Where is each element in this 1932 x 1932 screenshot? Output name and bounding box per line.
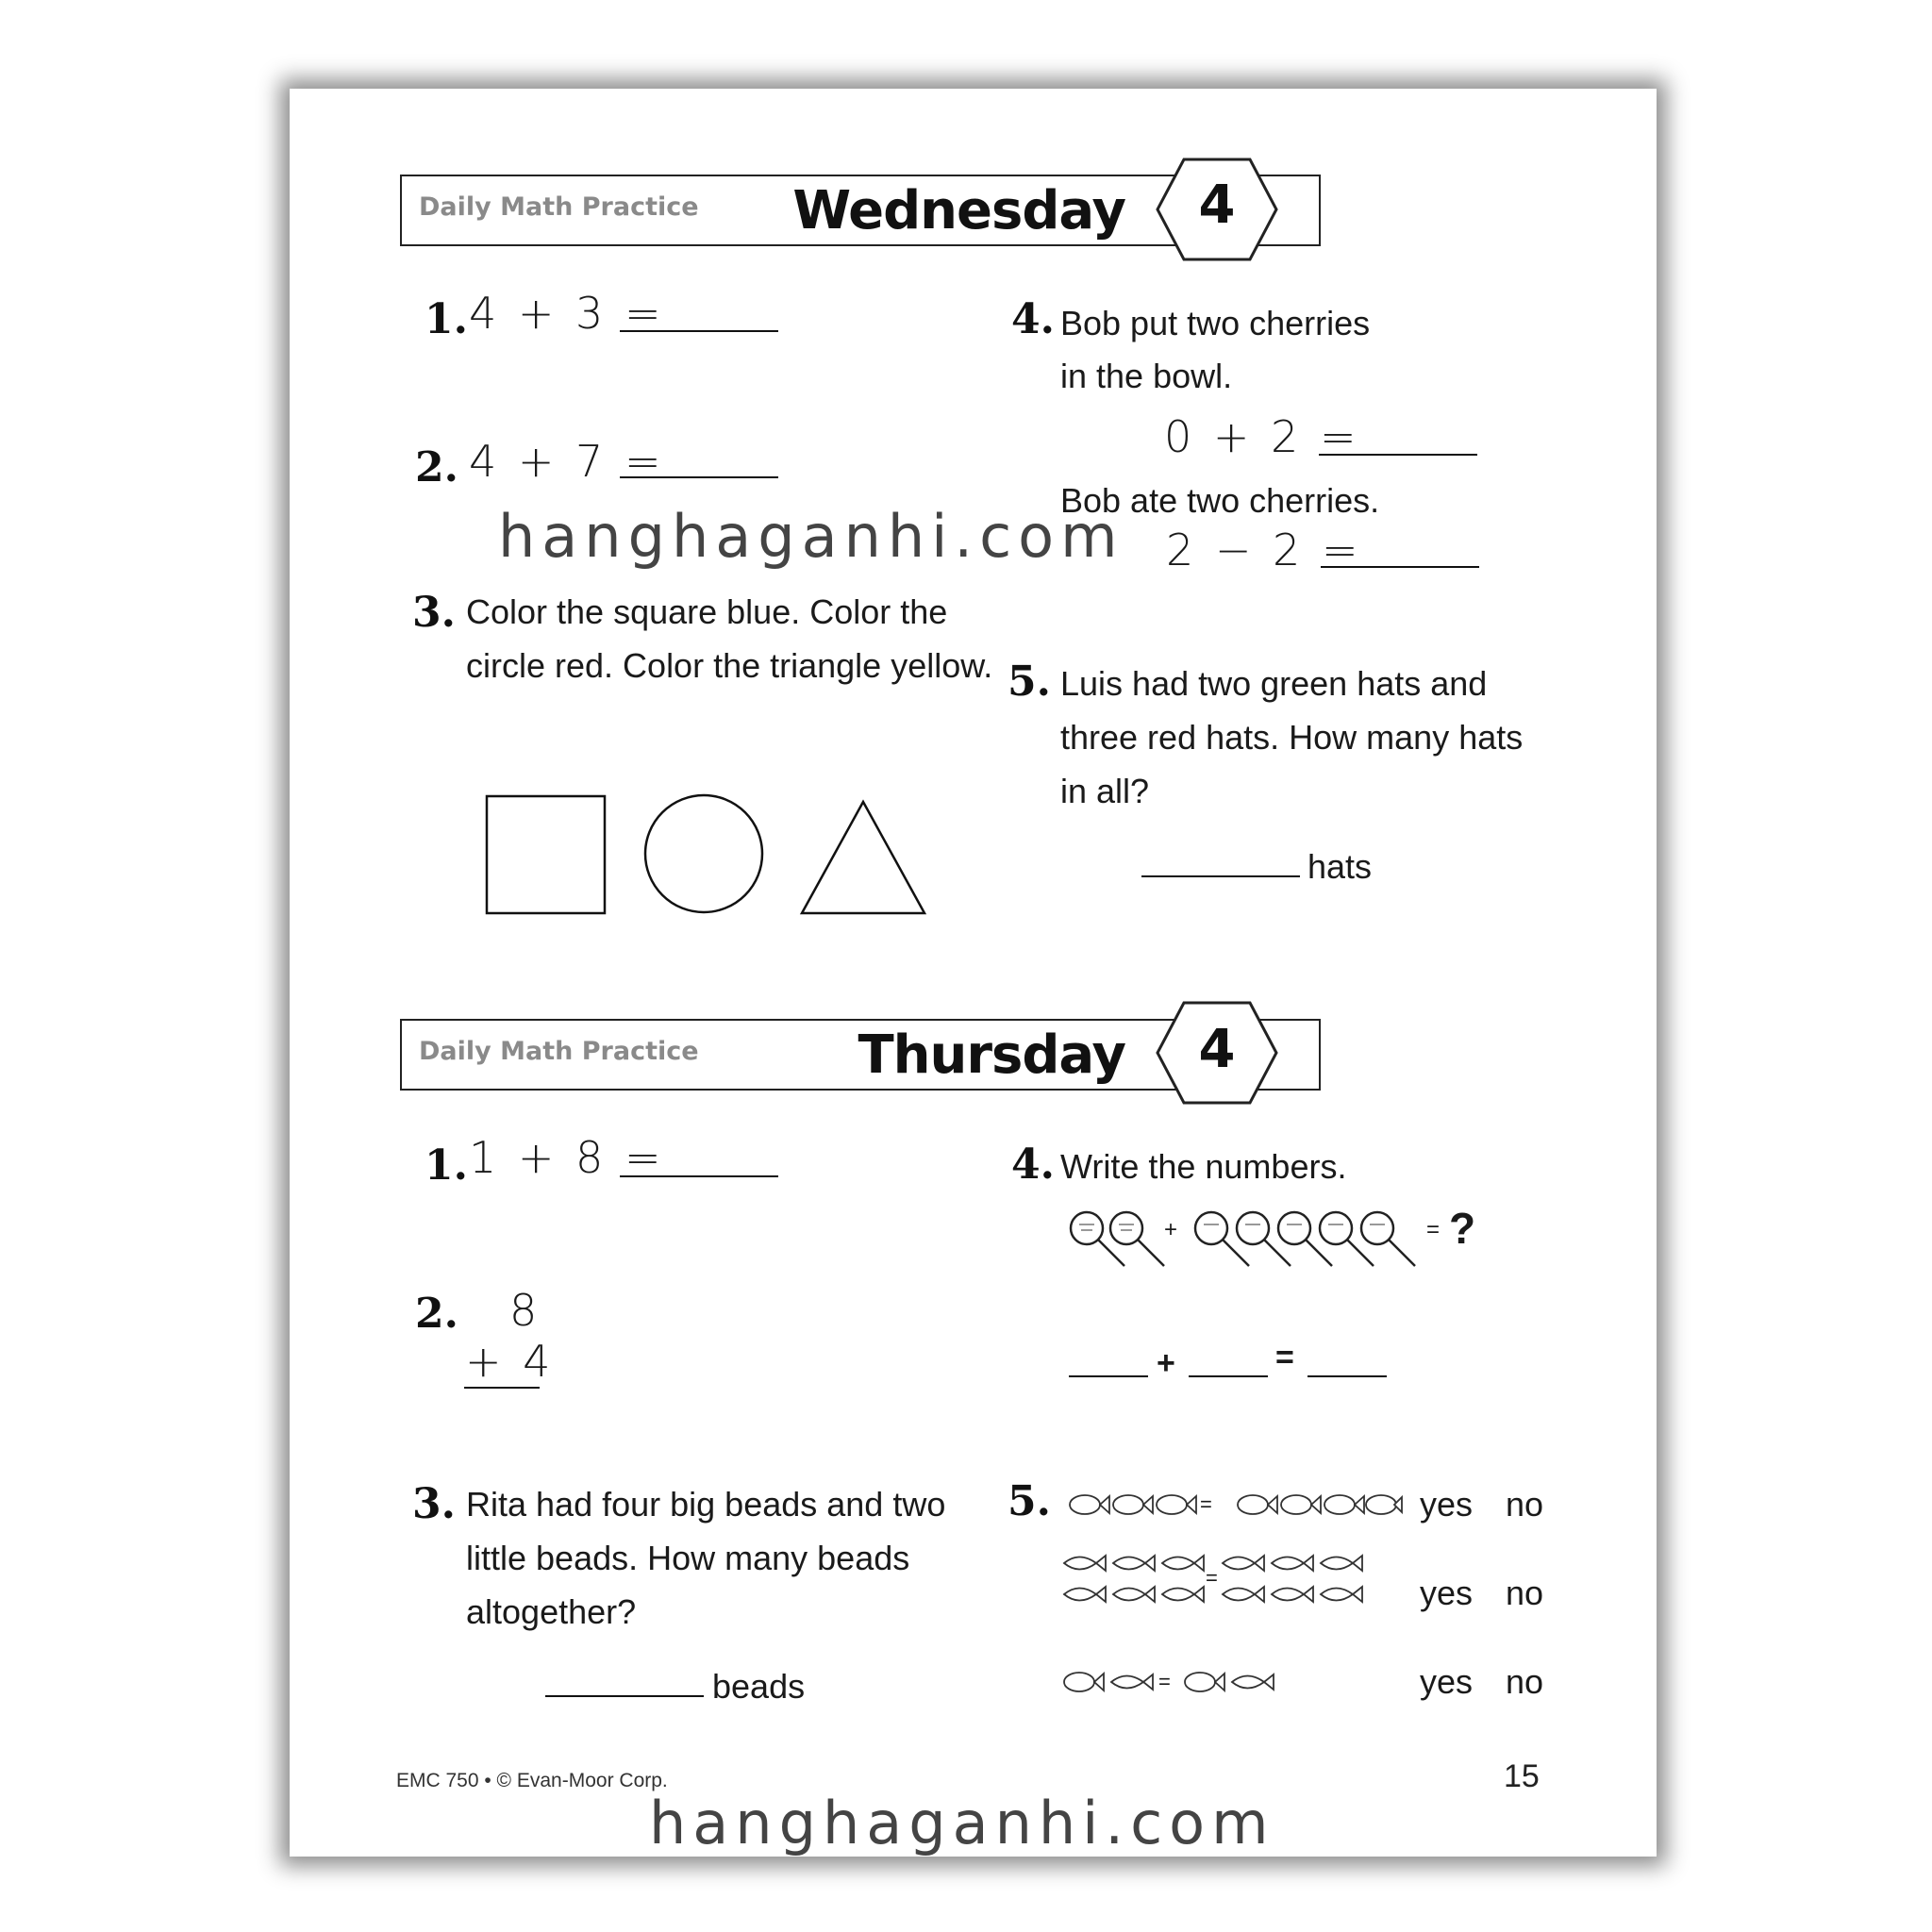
question-mark: ? <box>1449 1204 1476 1253</box>
question-number: 3. <box>412 1480 456 1528</box>
fish-row-icon <box>1058 1666 1285 1698</box>
square-shape[interactable] <box>487 796 605 913</box>
plus-sign: + <box>1157 1345 1175 1381</box>
yes-option[interactable]: yes <box>1420 1574 1474 1612</box>
lollipop-group-icon <box>1066 1208 1198 1274</box>
watermark-text: hanghaganhi.com <box>498 502 1124 571</box>
triangle-shape[interactable] <box>802 802 924 913</box>
question-number: 3. <box>412 589 456 637</box>
watermark-text: hanghaganhi.com <box>649 1789 1275 1857</box>
fish-row-icon <box>1064 1489 1404 1521</box>
question-text: Color the square blue. Color the <box>466 592 948 631</box>
equals-sign: = <box>1275 1340 1294 1375</box>
question-text: Write the numbers. <box>1060 1147 1347 1186</box>
equals-sign: = <box>1426 1217 1441 1242</box>
addend-bottom: + 4 <box>465 1336 555 1387</box>
plus-sign: + <box>1164 1217 1178 1242</box>
footer-credit: EMC 750 • © Evan-Moor Corp. <box>396 1770 668 1791</box>
question-number: 5. <box>1008 658 1051 706</box>
unit-label: beads <box>712 1667 806 1706</box>
banner-label: Daily Math Practice <box>419 1037 699 1066</box>
yes-option[interactable]: yes <box>1420 1662 1474 1701</box>
banner-day: Thursday <box>858 1024 1125 1086</box>
question-number: 4. <box>1011 1141 1055 1189</box>
equation: 1 + 8 = <box>469 1132 665 1183</box>
question-number: 2. <box>415 1290 458 1338</box>
question-text: Bob ate two cherries. <box>1060 481 1380 520</box>
addend-top: 8 <box>509 1285 541 1336</box>
answer-blank[interactable] <box>620 1175 778 1177</box>
lollipop-group-icon <box>1191 1208 1445 1274</box>
question-text: in the bowl. <box>1060 357 1233 395</box>
no-option[interactable]: no <box>1506 1574 1544 1612</box>
no-option[interactable]: no <box>1506 1662 1544 1701</box>
question-number: 1. <box>425 295 468 343</box>
question-text: little beads. How many beads <box>466 1539 910 1577</box>
answer-blank[interactable] <box>1141 875 1300 877</box>
question-text: in all? <box>1060 772 1150 810</box>
equation: 0 + 2 = <box>1164 411 1360 462</box>
unit-label: hats <box>1307 847 1373 886</box>
equation: 4 + 7 = <box>469 436 665 487</box>
circle-shape[interactable] <box>645 795 762 912</box>
answer-blank[interactable] <box>1319 454 1477 456</box>
yes-option[interactable]: yes <box>1420 1485 1474 1524</box>
answer-blank[interactable] <box>1069 1375 1148 1377</box>
banner-day: Wednesday <box>792 180 1125 242</box>
equation: 4 + 3 = <box>469 288 665 339</box>
question-text: three red hats. How many hats <box>1060 718 1524 757</box>
shapes-to-color <box>481 787 934 919</box>
no-option[interactable]: no <box>1506 1485 1544 1524</box>
sum-line[interactable] <box>464 1387 540 1389</box>
equals-sign: = <box>1158 1670 1171 1693</box>
question-number: 4. <box>1011 295 1055 343</box>
answer-blank[interactable] <box>545 1695 704 1697</box>
answer-blank[interactable] <box>1321 566 1479 568</box>
banner-label: Daily Math Practice <box>419 192 699 222</box>
equation: 2 − 2 = <box>1166 525 1362 575</box>
question-text: Bob put two cherries <box>1060 304 1371 342</box>
question-number: 1. <box>425 1141 468 1190</box>
question-number: 5. <box>1008 1477 1051 1525</box>
week-number: 4 <box>1198 175 1236 236</box>
answer-blank[interactable] <box>620 476 778 478</box>
question-number: 2. <box>415 443 458 491</box>
equals-sign: = <box>1200 1492 1212 1516</box>
answer-blank[interactable] <box>1189 1375 1268 1377</box>
question-text: altogether? <box>466 1592 637 1631</box>
answer-blank[interactable] <box>1307 1375 1387 1377</box>
page-number: 15 <box>1504 1758 1540 1794</box>
equals-sign: = <box>1206 1566 1218 1590</box>
question-text: Luis had two green hats and <box>1060 664 1488 703</box>
question-text: Rita had four big beads and two <box>466 1485 946 1524</box>
week-number: 4 <box>1198 1019 1236 1080</box>
question-text: circle red. Color the triangle yellow. <box>466 646 993 685</box>
answer-blank[interactable] <box>620 330 778 332</box>
